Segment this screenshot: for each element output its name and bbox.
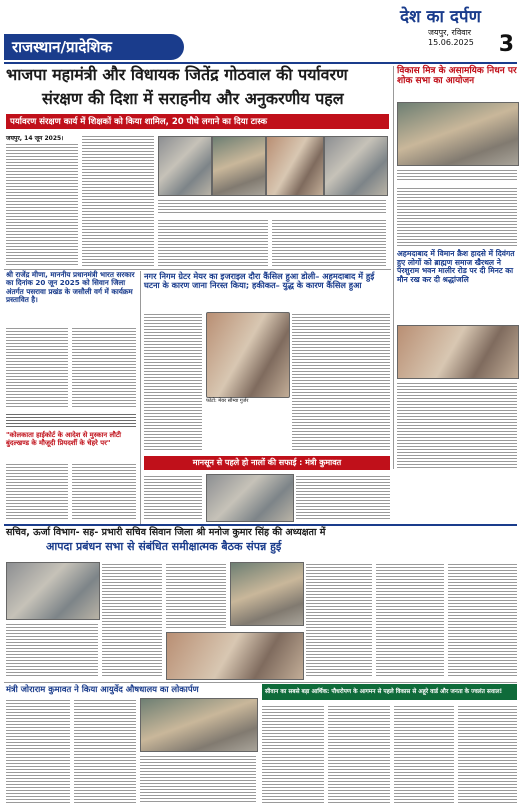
monsoon-col-1: [144, 474, 202, 520]
meeting-col-5: [448, 562, 517, 678]
meeting-col-4: [376, 562, 444, 678]
lead-dateline: जयपुर, 14 जून 2025।: [6, 135, 64, 142]
middle-headline-box: [144, 272, 390, 291]
mid-banner-line-2: आपदा प्रबंधन सभा से संबंधित समीक्षात्मक बैठक संपन्न हुई: [46, 539, 282, 553]
page-number: 3: [498, 32, 514, 57]
lead-col-2: [82, 134, 154, 266]
middle-col-1: [144, 312, 202, 452]
middle-photo-caption: फोटो: मेयर सौम्या गुर्जर: [206, 398, 249, 404]
middle-photo: [206, 312, 290, 398]
masthead-rule: [4, 62, 517, 64]
right-photo: [397, 102, 519, 166]
left-body-d: [72, 462, 136, 520]
lead-photo-1: [158, 136, 212, 196]
left-body-b: [72, 326, 136, 408]
bottom-right-banner: [262, 684, 517, 700]
meeting-col-1: [102, 562, 162, 678]
meeting-photo-2: [230, 562, 304, 626]
bottom-left-headline-box: [6, 685, 256, 695]
right-headline-2-box: [397, 250, 517, 285]
meeting-col-3: [306, 562, 372, 678]
bottom-col-7: [458, 704, 517, 803]
lead-subhead: पर्यावरण संरक्षण कार्य में शिक्षकों को किया शामिल, 20 पौधे लगाने का दिया टास्क: [6, 114, 389, 129]
mid-banner-line-1: सचिव, ऊर्जा विभाग- सह- प्रभारी सचिव सिवान जिला श्री मनोज कुमार सिंह की अध्यक्षता में: [6, 527, 326, 538]
bottom-col-6: [394, 704, 454, 803]
lead-headline-1: भाजपा महामंत्री और विधायक जितेंद्र गोठवाल की पर्यावरण: [6, 65, 348, 84]
lead-col-4: [272, 218, 386, 266]
right-col-rule: [393, 66, 394, 469]
city-day: जयपुर, रविवार: [428, 28, 472, 37]
right-headline: विकास मित्र के असामयिक निधन पर शोक सभा का आयोजन: [397, 66, 517, 87]
right-photo-2: [397, 325, 519, 379]
meeting-photo-1: [6, 562, 100, 620]
bottom-col-5: [328, 704, 390, 803]
mid-banner-rule: [4, 524, 517, 526]
section-banner: [4, 34, 184, 60]
meeting-col-2: [166, 562, 226, 628]
left-quote-1: [6, 271, 138, 304]
bottom-col-2: [74, 698, 136, 803]
lead-col-1: [6, 142, 78, 266]
bottom-rule: [4, 682, 517, 683]
lead-story: [6, 66, 389, 129]
date: 15.06.2025: [428, 38, 474, 47]
paper-name: देश का दर्पण: [400, 7, 481, 27]
meeting-col-1b: [6, 622, 98, 678]
left-quote-2: [6, 432, 138, 448]
bottom-left-headline: मंत्री जोराराम कुमावत ने किया आयुर्वेद औषधालय का लोकार्पण: [6, 684, 199, 694]
meeting-photo-3: [166, 632, 304, 680]
monsoon-col-2: [296, 474, 390, 520]
bottom-col-3: [140, 754, 256, 803]
bottom-photo: [140, 698, 258, 752]
bottom-col-1: [6, 698, 70, 803]
lead-body: [6, 134, 390, 266]
mid-banner: [6, 528, 517, 554]
right-col-top: [397, 66, 517, 87]
lead-photo-captions: [158, 198, 386, 214]
monsoon-photo: [206, 474, 294, 522]
bottom-right-banner-text: सीवान का सबसे बड़ा आर्थिक: पौधरोपण के आगमन से पहले विकास से अहूरे वार्ड और जनता के ज्वलंत सवाल!: [265, 689, 503, 695]
mid-col-rule: [140, 271, 141, 524]
middle-headline: नगर निगम ग्रेटर मेयर का इजराइल दौरा कैंसिल हुआ डोली– अहमदाबाद में हुई घटना के कारण जाना निरस्त किया; हकीकत– युद्ध के कारण कैंसिल हुआ: [144, 271, 375, 291]
right-headline-2: अहमदाबाद में विमान क्रैश हादसे में दिवंगत हुए लोगों को ब्राह्मण समाज खैरथल ने परशुराम भवन मालीर रोड पर दी मिनट का मौन रख कर दी श्रद्धांजलि: [397, 249, 515, 285]
right-story-1: [397, 186, 517, 246]
quote-2-text: "कोलकाता हाईकोर्ट के आदेश से मुस्कान लौटी बुंदल्खण्ड के मौजूदी प्रियदर्शी के चेहरे पर": [6, 431, 122, 447]
bottom-col-4: [262, 704, 324, 803]
lead-photo-4: [324, 136, 388, 196]
lead-headline-2: संरक्षण की दिशा में सराहनीय और अनुकरणीय पहल: [42, 89, 344, 109]
masthead-right: [400, 4, 518, 62]
lead-photo-3: [266, 136, 324, 196]
quote-1-text: श्री राजेंद्र मीणा, माननीय प्रधानमंत्री भारत सरकार का दिनांक 20 जून 2025 को सिवान जिला अंतर्गत पसरावा प्रखंड के जसौली वर्ग में कार्यक्रम प्रस्तावित है।: [6, 270, 135, 304]
lead-photo-2: [212, 136, 266, 196]
section-title: राजस्थान/प्रादेशिक: [12, 38, 112, 56]
left-body-a: [6, 326, 68, 408]
left-body-c: [6, 462, 68, 520]
lead-col-3: [158, 218, 268, 266]
monsoon-banner: [144, 456, 390, 470]
monsoon-banner-text: मानसून से पहले हो नालों की सफाई : मंत्री कुमावत: [192, 458, 342, 467]
middle-col-2: [292, 312, 390, 452]
right-caption: [397, 168, 517, 182]
left-notice-box: [6, 412, 136, 428]
right-story-2: [397, 381, 517, 469]
